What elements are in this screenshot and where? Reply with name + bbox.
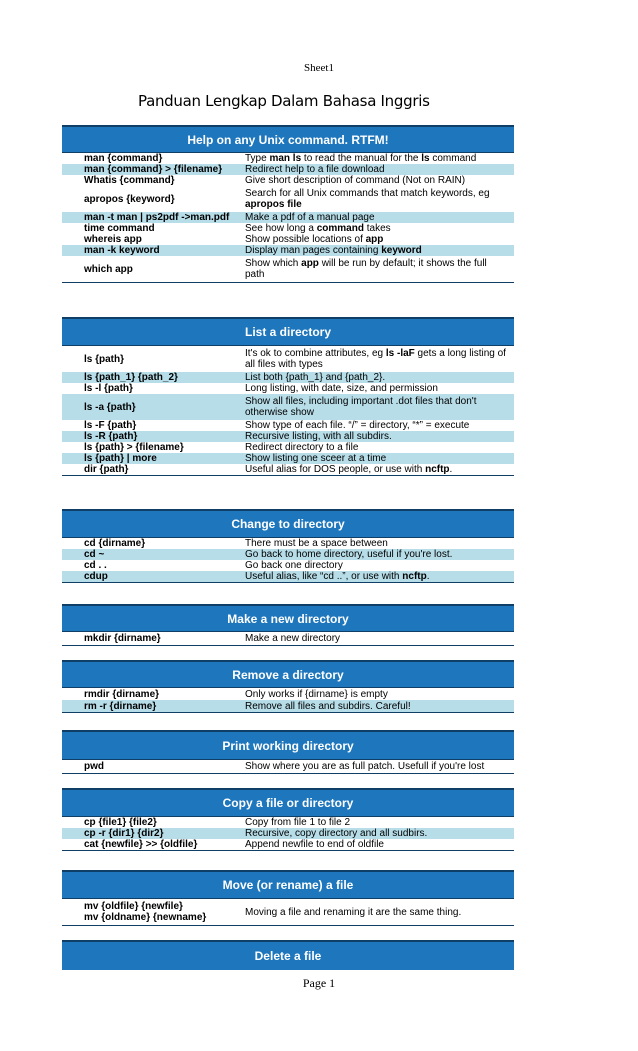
command-text: mv {oldname} {newname} bbox=[84, 912, 207, 923]
command-text: apropos {keyword} bbox=[84, 193, 175, 205]
table-row bbox=[62, 899, 514, 925]
description-cell bbox=[245, 828, 514, 839]
section-change-directory bbox=[62, 509, 514, 583]
command-cell bbox=[62, 442, 245, 453]
table-row bbox=[62, 420, 514, 431]
command-text: man {command} > {filename} bbox=[84, 164, 223, 175]
description-text: Useful alias for DOS people, or use with bbox=[245, 464, 426, 475]
description-cell bbox=[245, 571, 514, 582]
command-text: Whatis {command} bbox=[84, 175, 175, 186]
command-text: man -t man | ps2pdf ->man.pdf bbox=[84, 212, 230, 223]
section-header: Print working directory bbox=[62, 730, 514, 760]
description-cell bbox=[245, 212, 514, 223]
table-bottom-rule bbox=[62, 925, 514, 926]
description-cell bbox=[245, 701, 514, 712]
description-text: takes bbox=[363, 223, 391, 234]
command-cell bbox=[62, 453, 245, 464]
table-row bbox=[62, 256, 514, 282]
table-row bbox=[62, 175, 514, 186]
section-header: Move (or rename) a file bbox=[62, 870, 514, 899]
command-cell bbox=[62, 464, 245, 475]
command-text: dir {path} bbox=[84, 464, 129, 475]
description-text: Show possible locations of bbox=[245, 234, 366, 245]
command-cell bbox=[62, 839, 245, 850]
description-text: will be run by default; it shows the full path bbox=[245, 258, 487, 280]
table-row bbox=[62, 234, 514, 245]
description-cell bbox=[245, 258, 514, 280]
description-cell bbox=[245, 372, 514, 383]
description-text: Only works if {dirname} is empty bbox=[245, 688, 388, 700]
table-row bbox=[62, 700, 514, 712]
description-cell bbox=[245, 817, 514, 828]
table-row bbox=[62, 223, 514, 234]
description-text: Recursive, copy directory and all sudbirs. bbox=[245, 828, 428, 839]
command-text: ls -R {path} bbox=[84, 431, 138, 442]
description-text: See how long a bbox=[245, 223, 317, 234]
table-row bbox=[62, 153, 514, 164]
command-cell bbox=[62, 264, 245, 275]
description-text: Show listing one sceer at a time bbox=[245, 453, 387, 464]
description-text: command bbox=[429, 153, 477, 164]
command-cell bbox=[62, 633, 245, 644]
section-remove-directory bbox=[62, 660, 514, 713]
description-cell bbox=[245, 442, 514, 453]
description-text: Search for all Unix commands that match keywords, eg bbox=[245, 188, 490, 199]
table-row bbox=[62, 383, 514, 394]
table-row bbox=[62, 164, 514, 175]
description-text: There must be a space between bbox=[245, 538, 388, 549]
table-row bbox=[62, 212, 514, 223]
description-text: Show all files, including important .dot files that don't otherwise show bbox=[245, 396, 477, 418]
description-cell bbox=[245, 633, 514, 644]
command-cell bbox=[62, 420, 245, 431]
description-cell bbox=[245, 907, 514, 918]
command-cell bbox=[62, 761, 245, 772]
description-text: to read the manual for the bbox=[301, 153, 422, 164]
table-row bbox=[62, 538, 514, 549]
command-cell bbox=[62, 194, 245, 205]
command-cell bbox=[62, 817, 245, 828]
description-text: . bbox=[426, 571, 430, 582]
description-cell bbox=[245, 234, 514, 245]
command-cell bbox=[62, 175, 245, 186]
description-cell bbox=[245, 431, 514, 442]
table-row bbox=[62, 442, 514, 453]
description-cell bbox=[245, 245, 514, 256]
command-text: man {command} bbox=[84, 153, 163, 164]
bold-term: ls bbox=[421, 153, 430, 164]
command-text: ls {path} | more bbox=[84, 453, 157, 464]
table-row bbox=[62, 394, 514, 420]
command-text: cp {file1} {file2} bbox=[84, 817, 157, 828]
command-text: which app bbox=[84, 263, 133, 275]
command-text: time command bbox=[84, 223, 155, 234]
table-row bbox=[62, 186, 514, 212]
description-text: Make a pdf of a manual page bbox=[245, 212, 375, 223]
table-bottom-rule bbox=[62, 645, 514, 646]
command-cell bbox=[62, 901, 245, 923]
table-row bbox=[62, 431, 514, 442]
table-row bbox=[62, 560, 514, 571]
table-row bbox=[62, 464, 514, 475]
description-text: Long listing, with date, size, and permission bbox=[245, 383, 438, 394]
bold-term: ls -laF bbox=[385, 348, 415, 359]
description-text: Useful alias, like “cd ..”, or use with bbox=[245, 571, 403, 582]
document-title: Panduan Lengkap Dalam Bahasa Inggris bbox=[138, 92, 430, 110]
command-text: cd . . bbox=[84, 560, 107, 571]
command-text: rmdir {dirname} bbox=[84, 688, 160, 700]
bold-term: apropos file bbox=[245, 199, 302, 210]
command-text: pwd bbox=[84, 761, 104, 772]
command-text: ls -F {path} bbox=[84, 420, 137, 431]
description-cell bbox=[245, 153, 514, 164]
description-text: Go back to home directory, useful if you're lost. bbox=[245, 549, 453, 560]
bold-term: ncftp bbox=[402, 571, 427, 582]
bold-term: keyword bbox=[381, 245, 422, 256]
description-text: Go back one directory bbox=[245, 560, 343, 571]
command-text: rm -r {dirname} bbox=[84, 700, 157, 712]
command-cell bbox=[62, 701, 245, 712]
section-delete-file bbox=[62, 940, 514, 970]
table-bottom-rule bbox=[62, 282, 514, 283]
section-header: Help on any Unix command. RTFM! bbox=[62, 125, 514, 153]
description-cell bbox=[245, 689, 514, 700]
command-cell bbox=[62, 153, 245, 164]
section-header: Make a new directory bbox=[62, 604, 514, 632]
table-row bbox=[62, 346, 514, 372]
page-number: Page 1 bbox=[302, 976, 336, 990]
description-text: Give short description of command (Not on RAIN) bbox=[245, 175, 466, 186]
command-text: man -k keyword bbox=[84, 245, 160, 256]
command-cell bbox=[62, 372, 245, 383]
description-text: Show where you are as full patch. Usefull if you're lost bbox=[245, 761, 485, 772]
description-cell bbox=[245, 453, 514, 464]
command-cell bbox=[62, 538, 245, 549]
table-row bbox=[62, 571, 514, 582]
section-header: Remove a directory bbox=[62, 660, 514, 688]
command-cell bbox=[62, 560, 245, 571]
bold-term: man ls bbox=[269, 153, 302, 164]
command-text: cdup bbox=[84, 571, 108, 582]
command-text: ls -a {path} bbox=[84, 401, 136, 413]
description-text: . bbox=[449, 464, 453, 475]
command-cell bbox=[62, 431, 245, 442]
command-text: ls {path} bbox=[84, 353, 125, 365]
table-bottom-rule bbox=[62, 850, 514, 851]
description-cell bbox=[245, 464, 514, 475]
table-row bbox=[62, 632, 514, 645]
section-header: List a directory bbox=[62, 317, 514, 346]
table-row bbox=[62, 839, 514, 850]
description-cell bbox=[245, 396, 514, 418]
command-text: cp -r {dir1} {dir2} bbox=[84, 828, 164, 839]
bold-term: ncftp bbox=[425, 464, 450, 475]
table-row bbox=[62, 688, 514, 700]
command-cell bbox=[62, 223, 245, 234]
table-row bbox=[62, 245, 514, 256]
command-cell bbox=[62, 689, 245, 700]
section-print-working-directory bbox=[62, 730, 514, 774]
description-text: It's ok to combine attributes, eg bbox=[245, 348, 386, 359]
description-cell bbox=[245, 348, 514, 370]
table-bottom-rule bbox=[62, 475, 514, 476]
description-text: Display man pages containing bbox=[245, 245, 382, 256]
description-cell bbox=[245, 164, 514, 175]
command-text: cd ~ bbox=[84, 549, 105, 560]
description-cell bbox=[245, 549, 514, 560]
description-cell bbox=[245, 560, 514, 571]
table-row bbox=[62, 817, 514, 828]
command-cell bbox=[62, 354, 245, 365]
section-header: Change to directory bbox=[62, 509, 514, 538]
description-text: List both {path_1} and {path_2}. bbox=[245, 372, 386, 383]
section-header: Delete a file bbox=[62, 940, 514, 970]
command-text: whereis app bbox=[84, 234, 142, 245]
section-help bbox=[62, 125, 514, 283]
command-text: ls {path_1} {path_2} bbox=[84, 372, 178, 383]
command-cell bbox=[62, 571, 245, 582]
description-cell bbox=[245, 761, 514, 772]
command-text: ls {path} > {filename} bbox=[84, 442, 184, 453]
description-text: Show which bbox=[245, 258, 302, 269]
command-cell bbox=[62, 234, 245, 245]
command-text: mkdir {dirname} bbox=[84, 633, 161, 644]
description-cell bbox=[245, 538, 514, 549]
description-text: Copy from file 1 to file 2 bbox=[245, 817, 351, 828]
command-cell bbox=[62, 402, 245, 413]
description-text: Show type of each file. “/” = directory, “*” = execute bbox=[245, 420, 470, 431]
description-cell bbox=[245, 223, 514, 234]
bold-term: app bbox=[301, 258, 319, 269]
section-make-directory bbox=[62, 604, 514, 646]
sheet-label: Sheet1 bbox=[304, 62, 334, 74]
command-text: cd {dirname} bbox=[84, 538, 146, 549]
table-bottom-rule bbox=[62, 773, 514, 774]
section-header: Copy a file or directory bbox=[62, 788, 514, 817]
table-row bbox=[62, 760, 514, 773]
command-cell bbox=[62, 212, 245, 223]
command-cell bbox=[62, 245, 245, 256]
description-text: gets a long listing of all files with types bbox=[245, 348, 506, 370]
section-move-file bbox=[62, 870, 514, 926]
command-text: cat {newfile} >> {oldfile} bbox=[84, 839, 198, 850]
bold-term: app bbox=[365, 234, 384, 245]
description-text: Redirect directory to a file bbox=[245, 442, 359, 453]
command-cell bbox=[62, 383, 245, 394]
command-cell bbox=[62, 549, 245, 560]
description-cell bbox=[245, 188, 514, 210]
description-text: Recursive listing, with all subdirs. bbox=[245, 431, 392, 442]
description-cell bbox=[245, 839, 514, 850]
description-cell bbox=[245, 420, 514, 431]
description-text: Moving a file and renaming it are the same thing. bbox=[245, 906, 462, 918]
table-bottom-rule bbox=[62, 582, 514, 583]
table-row bbox=[62, 828, 514, 839]
description-text: Make a new directory bbox=[245, 633, 341, 644]
description-text: Type bbox=[245, 153, 270, 164]
description-text: Append newfile to end of oldfile bbox=[245, 839, 384, 850]
command-cell bbox=[62, 828, 245, 839]
table-row bbox=[62, 453, 514, 464]
bold-term: command bbox=[316, 223, 364, 234]
description-cell bbox=[245, 383, 514, 394]
table-row bbox=[62, 549, 514, 560]
command-text: mv {oldfile} {newfile} bbox=[84, 901, 183, 912]
table-bottom-rule bbox=[62, 712, 514, 713]
command-text: ls -l {path} bbox=[84, 383, 133, 394]
description-cell bbox=[245, 175, 514, 186]
command-cell bbox=[62, 164, 245, 175]
section-list-directory bbox=[62, 317, 514, 476]
table-row bbox=[62, 372, 514, 383]
description-text: Remove all files and subdirs. Careful! bbox=[245, 700, 411, 712]
description-text: Redirect help to a file download bbox=[245, 164, 385, 175]
section-copy-file bbox=[62, 788, 514, 851]
